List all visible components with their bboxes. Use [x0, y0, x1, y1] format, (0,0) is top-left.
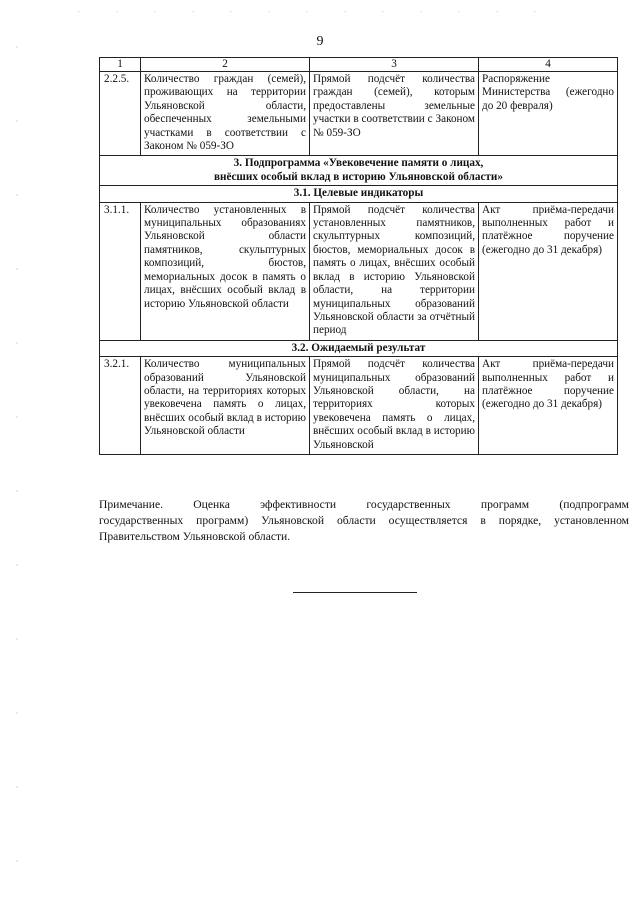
header-col-1: 1: [100, 58, 141, 72]
source-cell: Акт приёма-передачи выполненных работ и платёжное поручение (ежегодно до 31 декабря): [479, 357, 618, 455]
note-rest: государственных программ) Ульяновской области осуществляется в порядке, установленном Правительством Ульяновской области.: [99, 514, 629, 543]
source-cell: Акт приёма-передачи выполненных работ и платёжное поручение (ежегодно до 31 декабря): [479, 202, 618, 340]
end-rule: [293, 592, 417, 593]
table-header-row: [100, 58, 618, 72]
section-row: [100, 186, 618, 202]
section-title-3-line2: внёсших особый вклад в историю Ульяновской области»: [214, 170, 503, 183]
method-cell: Прямой подсчёт количества граждан (семей), которым предоставлены земельные участки в соответствии с Законом № 059-ЗО: [310, 72, 479, 156]
row-number: 2.2.5.: [100, 72, 141, 156]
method-cell: Прямой подсчёт количества муниципальных образований Ульяновской области, на территориях которых увековечена память о лицах, внёсших особый вклад в историю Ульяновской: [310, 357, 479, 455]
note-line-1: Примечание. Оценка эффективности государственных программ (подпрограмм: [99, 498, 629, 511]
section-title-3-2: 3.2. Ожидаемый результат: [100, 340, 618, 356]
indicators-table: [99, 57, 618, 455]
section-row: [100, 340, 618, 356]
method-cell: Прямой подсчёт количества установленных памятников, скульптурных композиций, бюстов, мемориальных досок в память о лицах, внёсших особый вклад в историю Ульяновской области, на территории муниципальных образований Ульяновской области за отчётный период: [310, 202, 479, 340]
header-col-4: 4: [479, 58, 618, 72]
scan-artifact-left: [14, 10, 20, 890]
scan-artifact-top: [60, 10, 560, 13]
header-col-3: 3: [310, 58, 479, 72]
table-row: [100, 357, 618, 455]
section-title-3-line1: 3. Подпрограмма «Увековечение памяти о лицах,: [233, 157, 484, 170]
note-paragraph: [99, 497, 629, 545]
row-number: 3.1.1.: [100, 202, 141, 340]
section-title-3-1: 3.1. Целевые индикаторы: [100, 186, 618, 202]
indicator-cell: Количество граждан (семей), проживающих на территории Ульяновской области, обеспеченных земельными участками в соответствии с Законом № 059-ЗО: [141, 72, 310, 156]
row-number: 3.2.1.: [100, 357, 141, 455]
section-title-3: [100, 156, 618, 186]
table-row: [100, 202, 618, 340]
table-row: [100, 72, 618, 156]
indicator-cell: Количество установленных в муниципальных образованиях Ульяновской области памятников, скульптурных композиций, бюстов, мемориальных досок в память о лицах, внёсших особый вклад в историю Ульяновской области: [141, 202, 310, 340]
section-row: [100, 156, 618, 186]
header-col-2: 2: [141, 58, 310, 72]
source-cell: Распоряжение Министерства (ежегодно до 20 февраля): [479, 72, 618, 156]
page-number: 9: [316, 34, 324, 49]
indicator-cell: Количество муниципальных образований Ульяновской области, на территориях которых увековечена память о лицах, внёсших особый вклад в историю Ульяновской области: [141, 357, 310, 455]
